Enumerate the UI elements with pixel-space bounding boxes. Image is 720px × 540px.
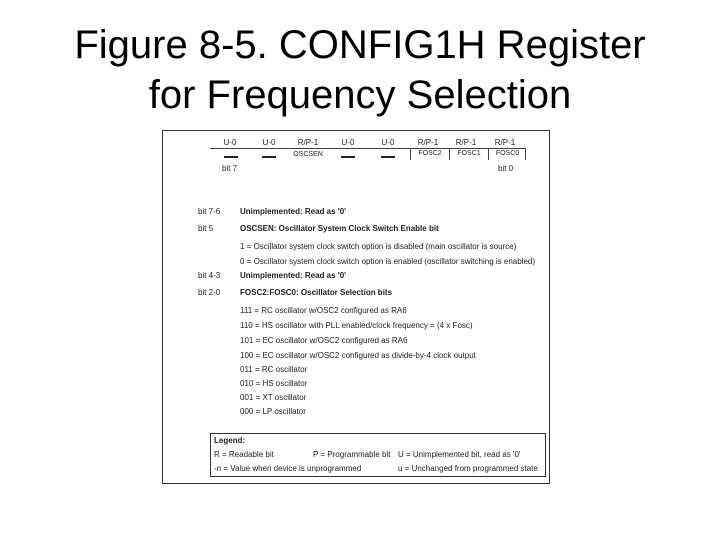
access-bit-7: U-0: [223, 138, 237, 147]
bit-2-fosc2: FOSC2: [410, 148, 449, 160]
fosc-option-100: 100 = EC oscillator w/OSC2 configured as divide-by-4 clock output: [240, 351, 476, 360]
bit-0-fosc0: FOSC0: [488, 148, 526, 160]
desc-text-bit-4-3: Unimplemented: Read as '0': [240, 271, 347, 280]
bit-low-label: bit 0: [498, 164, 514, 173]
access-bit-4: U-0: [341, 138, 355, 147]
desc-text-bit-2-0: FOSC2:FOSC0: Oscillator Selection bits: [240, 288, 393, 297]
legend-unimplemented: U = Unimplemented bit, read as '0': [398, 450, 521, 459]
desc-label-bit-5: bit 5: [198, 224, 214, 233]
bit-5-oscsen: OSCSEN: [293, 151, 323, 158]
bit-7-unimplemented: [224, 156, 238, 158]
bit-6-unimplemented: [262, 156, 276, 158]
legend-unprogrammed: -n = Value when device is unprogrammed: [214, 464, 362, 473]
desc-label-bit-7-6: bit 7-6: [198, 207, 221, 216]
bit-high-label: bit 7: [222, 164, 238, 173]
fosc-option-110: 110 = HS oscillator with PLL enabled/clock frequency = (4 x Fosc): [240, 321, 473, 330]
fosc-option-111: 111 = RC oscillator w/OSC2 configured as RA6: [240, 306, 407, 315]
fosc-option-001: 001 = XT oscillator: [240, 393, 307, 402]
bit-4-unimplemented: [341, 156, 355, 158]
bit-3-unimplemented: [381, 156, 395, 158]
desc-label-bit-4-3: bit 4-3: [198, 271, 221, 280]
slide-title-line-1: Figure 8-5. CONFIG1H Register: [74, 23, 646, 67]
access-bit-0: R/P-1: [494, 138, 516, 147]
legend-readable: R = Readable bit: [214, 450, 274, 459]
desc-oscsen-0: 0 = Oscillator system clock switch option is enabled (oscillator switching is enabled): [240, 257, 536, 266]
legend-programmable: P = Programmable bit: [313, 450, 391, 459]
bit-1-fosc1: FOSC1: [449, 148, 488, 160]
desc-text-bit-5: OSCSEN: Oscillator System Clock Switch Enable bit: [240, 224, 439, 233]
legend-unchanged: u = Unchanged from programmed state: [398, 464, 538, 473]
access-bit-6: U-0: [262, 138, 276, 147]
legend-heading: Legend:: [214, 436, 246, 445]
slide-title-line-2: for Frequency Selection: [148, 73, 572, 117]
fosc-option-010: 010 = HS oscillator: [240, 379, 308, 388]
fosc-option-011: 011 = RC oscillator: [240, 365, 308, 374]
desc-label-bit-2-0: bit 2-0: [198, 288, 221, 297]
access-bit-5: R/P-1: [297, 138, 319, 147]
desc-text-bit-7-6: Unimplemented: Read as '0': [240, 207, 347, 216]
access-bit-2: R/P-1: [417, 138, 439, 147]
fosc-option-000: 000 = LP oscillator: [240, 407, 306, 416]
access-bit-3: U-0: [381, 138, 395, 147]
fosc-option-101: 101 = EC oscillator w/OSC2 configured as RA6: [240, 336, 408, 345]
access-bit-1: R/P-1: [455, 138, 477, 147]
desc-oscsen-1: 1 = Oscillator system clock switch option is disabled (main oscillator is source): [240, 242, 517, 251]
